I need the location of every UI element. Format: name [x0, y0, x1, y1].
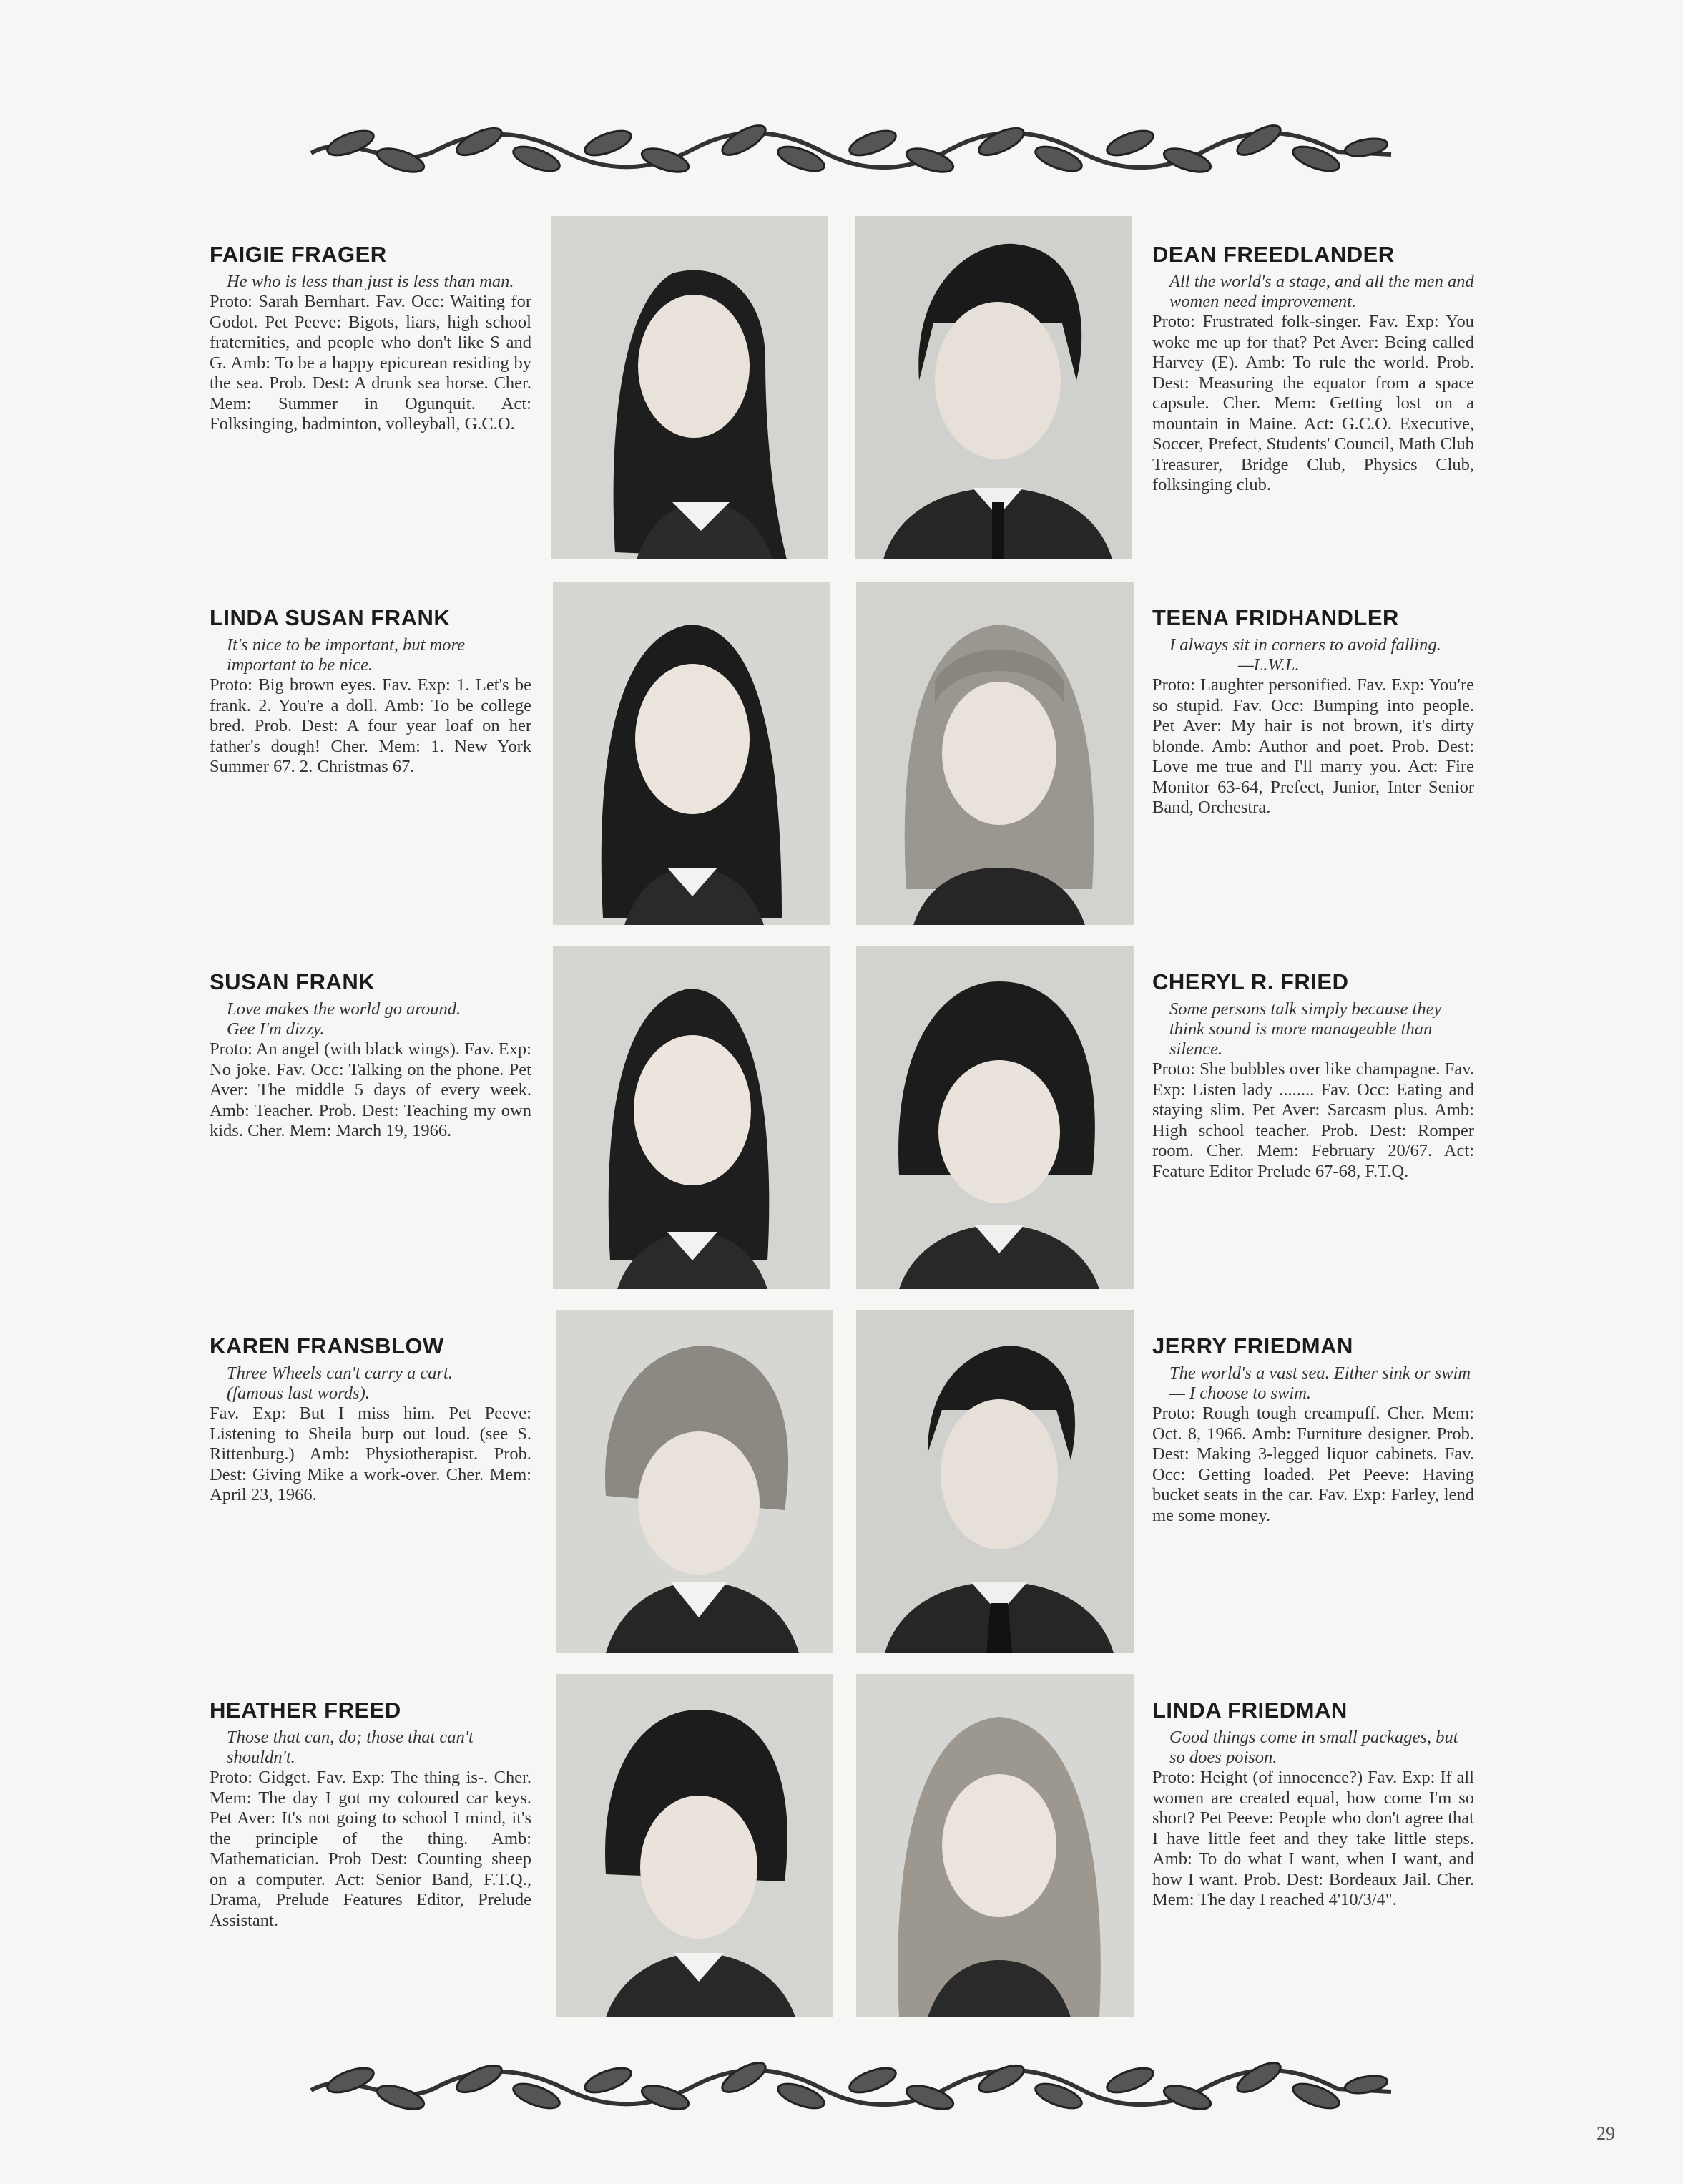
student-name: JERRY FRIEDMAN	[1152, 1333, 1353, 1358]
student-details: Fav. Exp: But I miss him. Pet Peeve: Listening to Sheila burp out loud. (see S. Rittenburg.) Amb: Physiotherapist. Prob. Dest: Giving Mike a work-over. Cher. Mem: April 23, 1966.	[210, 1404, 531, 1504]
student-entry-teena-fridhandler	[1152, 605, 1474, 818]
portrait-dean-freedlander	[855, 216, 1132, 559]
portrait-linda-friedman	[856, 1674, 1134, 2017]
top-vine-border	[308, 123, 1395, 173]
student-name: FAIGIE FRAGER	[210, 242, 387, 267]
student-quote: Three Wheels can't carry a cart.	[227, 1363, 453, 1383]
portrait-faigie-frager	[551, 216, 828, 559]
page-number: 29	[1596, 2123, 1615, 2144]
student-details: Proto: Rough tough creampuff. Cher. Mem: Oct. 8, 1966. Amb: Furniture designer. Prob. Dest: Making 3-legged liquor cabinets. Fav. Occ: Getting loaded. Pet Peeve: Having bucket seats in the car. Fav. Exp: Farley, lend me some money.	[1152, 1404, 1474, 1525]
student-quote: It's nice to be important, but more important to be nice.	[227, 635, 465, 675]
vine-ornament-icon	[308, 123, 1395, 173]
student-name: LINDA SUSAN FRANK	[210, 605, 451, 630]
bottom-vine-border	[308, 2060, 1395, 2110]
student-name: LINDA FRIEDMAN	[1152, 1698, 1348, 1723]
student-details: Proto: She bubbles over like champagne. Fav. Exp: Listen lady ........ Fav. Occ: Eating and staying slim. Pet Aver: Sarcasm plus. Amb: High school teacher. Prob. Dest: Romper room. Cher. Mem: February 20/67. Act: Feature Editor Prelude 67-68, F.T.Q.	[1152, 1059, 1474, 1181]
student-entry-jerry-friedman	[1152, 1333, 1474, 1526]
student-name: HEATHER FREED	[210, 1698, 401, 1723]
student-quote: The world's a vast sea. Either sink or swim — I choose to swim.	[1169, 1363, 1471, 1403]
portrait-photo-icon	[553, 582, 830, 925]
portrait-photo-icon	[856, 1674, 1134, 2017]
portrait-photo-icon	[551, 216, 828, 559]
portrait-susan-frank	[553, 946, 830, 1289]
portrait-teena-fridhandler	[856, 582, 1134, 925]
portrait-photo-icon	[856, 1310, 1134, 1653]
student-quote: He who is less than just is less than man.	[227, 272, 514, 291]
student-name: DEAN FREEDLANDER	[1152, 242, 1395, 267]
student-details: Proto: Height (of innocence?) Fav. Exp: If all women are created equal, how come I'm so short? Pet Peeve: People who don't agree that I have little feet and they take little steps. Amb: To do what I want, when I want, and how I want. Prob. Dest: Bordeaux Jail. Cher. Mem: The day I reached 4'10/3/4".	[1152, 1768, 1474, 1909]
portrait-heather-freed	[556, 1674, 833, 2017]
student-quote: I always sit in corners to avoid falling.	[1169, 635, 1441, 655]
student-details: Proto: Sarah Bernhart. Fav. Occ: Waiting for Godot. Pet Peeve: Bigots, liars, high school fraternities, and people who don't like S and G. Amb: To be a happy epicurean residing by the sea. Prob. Dest: A drunk sea horse. Cher. Mem: Summer in Ogunquit. Act: Folksinging, badminton, volleyball, G.C.O.	[210, 292, 531, 434]
portrait-photo-icon	[856, 946, 1134, 1289]
student-details: Proto: Big brown eyes. Fav. Exp: 1. Let's be frank. 2. You're a doll. Amb: To be college bred. Prob. Dest: A four year loaf on her father's dough! Cher. Mem: 1. New York Summer 67. 2. Christmas 67.	[210, 675, 531, 776]
portrait-cheryl-r-fried	[856, 946, 1134, 1289]
student-entry-heather-freed	[210, 1698, 531, 1931]
student-quote: Good things come in small packages, but so does poison.	[1169, 1728, 1458, 1767]
portrait-photo-icon	[556, 1674, 833, 2017]
vine-ornament-icon	[308, 2060, 1395, 2110]
student-quote-attribution: —L.W.L.	[1238, 655, 1300, 675]
student-entry-karen-fransblow	[210, 1333, 531, 1506]
student-entry-linda-susan-frank	[210, 605, 531, 778]
portrait-photo-icon	[556, 1310, 833, 1653]
student-quote: Some persons talk simply because they think sound is more manageable than silence.	[1169, 999, 1442, 1059]
portrait-linda-susan-frank	[553, 582, 830, 925]
student-entry-susan-frank	[210, 969, 531, 1142]
portrait-photo-icon	[553, 946, 830, 1289]
student-entry-linda-friedman	[1152, 1698, 1474, 1911]
student-entry-faigie-frager	[210, 242, 531, 435]
student-details: Proto: Frustrated folk-singer. Fav. Exp: You woke me up for that? Pet Aver: Being called Harvey (E). Amb: To rule the world. Prob. Dest: Measuring the equator from a space capsule. Cher. Mem: Getting lost on a mountain in Maine. Act: G.C.O. Executive, Soccer, Prefect, Students' Council, Math Club Treasurer, Bridge Club, Physics Club, folksinging club.	[1152, 312, 1474, 494]
student-details: Proto: Laughter personified. Fav. Exp: You're so stupid. Fav. Occ: Bumping into people. Pet Aver: My hair is not brown, it's dirty blonde. Amb: Author and poet. Prob. Dest: Love me true and I'll marry you. Act: Fire Monitor 63-64, Prefect, Junior, Inter Senior Band, Orchestra.	[1152, 675, 1474, 817]
student-name: TEENA FRIDHANDLER	[1152, 605, 1399, 630]
student-entry-dean-freedlander	[1152, 242, 1474, 496]
portrait-jerry-friedman	[856, 1310, 1134, 1653]
portrait-photo-icon	[855, 216, 1132, 559]
student-name: KAREN FRANSBLOW	[210, 1333, 444, 1358]
student-quote: Those that can, do; those that can't shouldn't.	[227, 1728, 474, 1767]
student-details: Proto: Gidget. Fav. Exp: The thing is-. Cher. Mem: The day I got my coloured car keys. Pet Aver: It's not going to school I mind, it's the principle of the thing. Amb: Mathematician. Prob Dest: Counting sheep on a computer. Act: Senior Band, F.T.Q., Drama, Prelude Features Editor, Prelude Assistant.	[210, 1768, 531, 1930]
student-name: SUSAN FRANK	[210, 969, 376, 994]
portrait-photo-icon	[856, 582, 1134, 925]
student-quote: Love makes the world go around.	[227, 999, 461, 1019]
student-name: CHERYL R. FRIED	[1152, 969, 1349, 994]
portrait-karen-fransblow	[556, 1310, 833, 1653]
student-quote-line-2: (famous last words).	[227, 1384, 370, 1403]
student-quote: All the world's a stage, and all the men and women need improvement.	[1169, 272, 1474, 311]
student-entry-cheryl-r-fried	[1152, 969, 1474, 1182]
student-details: Proto: An angel (with black wings). Fav. Exp: No joke. Fav. Occ: Talking on the phone. Pet Aver: The middle 5 days of every week. Amb: Teacher. Prob. Dest: Teaching my own kids. Cher. Mem: March 19, 1966.	[210, 1039, 531, 1140]
student-quote-line-2: Gee I'm dizzy.	[227, 1019, 325, 1039]
